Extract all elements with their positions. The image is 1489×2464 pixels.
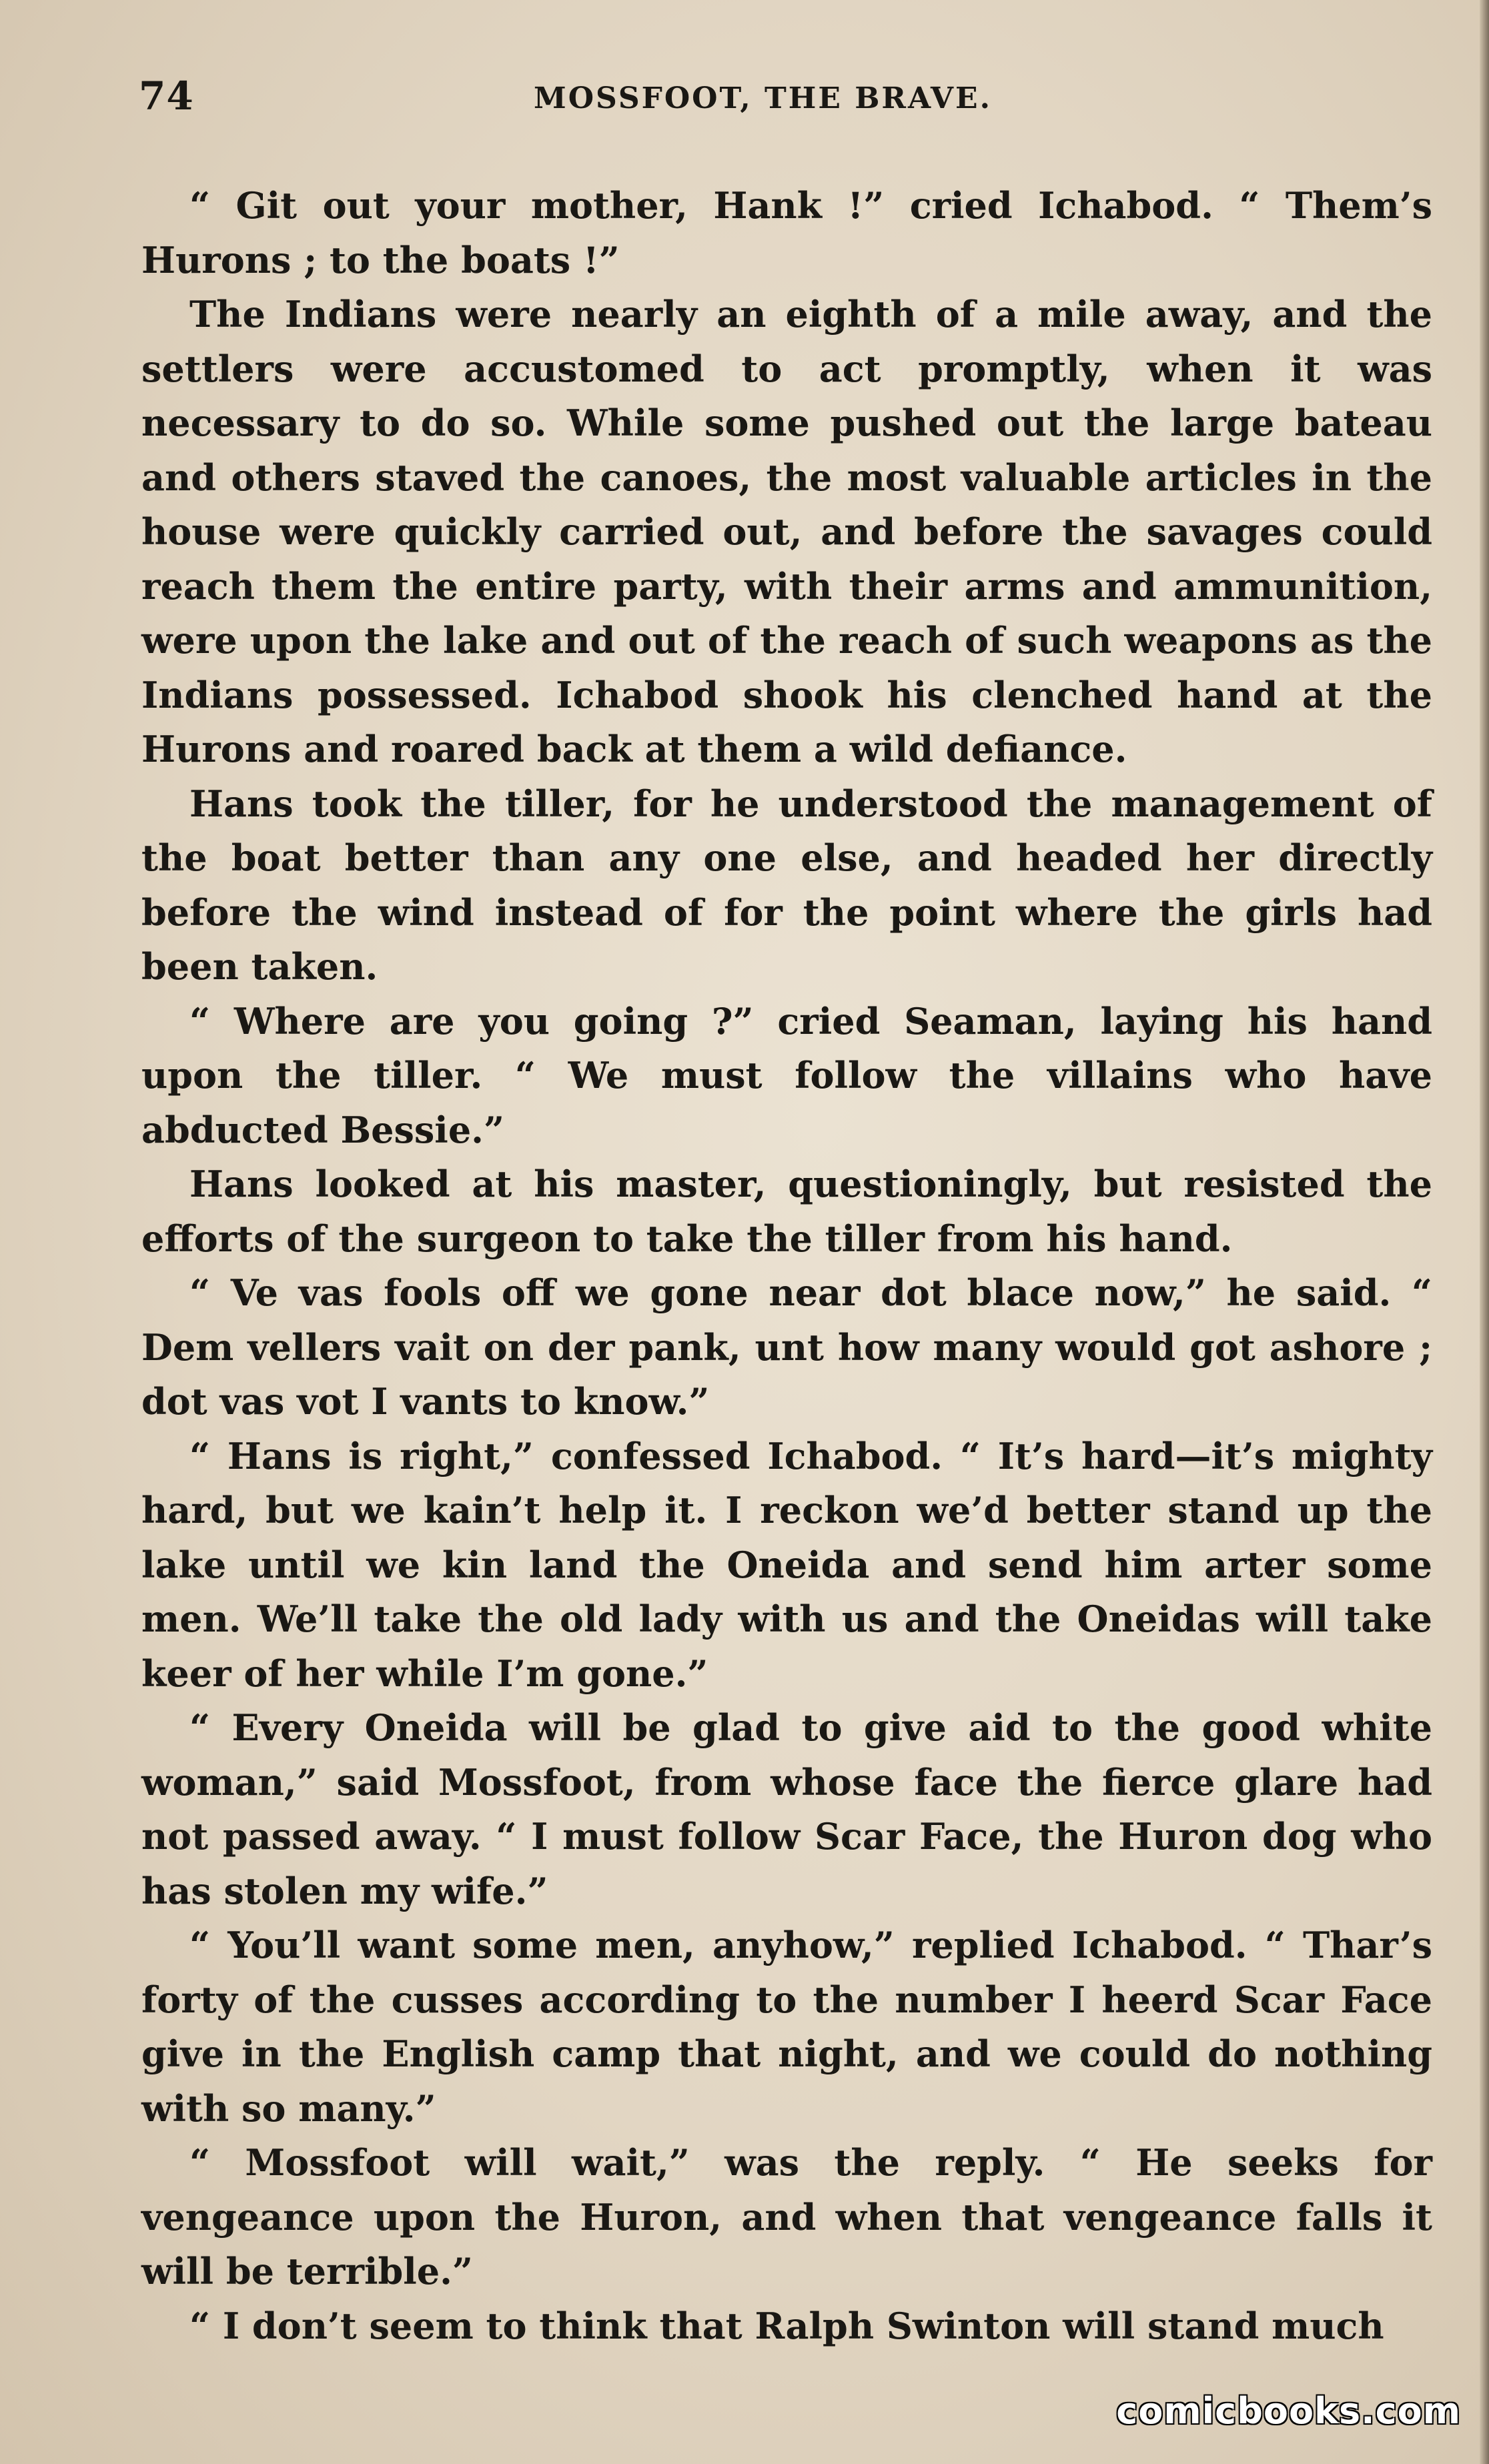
paragraph: “ Where are you going ?” cried Seaman, laying his hand upon the tiller. “ We must follow the villains who have abducted Bessie.” bbox=[141, 999, 1432, 1151]
running-head: MOSSFOOT, THE BRAVE. bbox=[534, 81, 992, 115]
page-number: 74 bbox=[139, 73, 194, 119]
paragraph: Hans looked at his master, questioningly, but resisted the efforts of the surgeon to take the tiller from his hand. bbox=[141, 1163, 1432, 1260]
watermark-logo: comicbooks.com bbox=[1116, 2390, 1461, 2432]
paragraph: “ Every Oneida will be glad to give aid to the good white woman,” said Mossfoot, from whose face the fierce glare had not passed away. “ I must follow Scar Face, the Huron dog who has stolen my wife.” bbox=[141, 1706, 1432, 1912]
paragraph: “ Hans is right,” confessed Ichabod. “ It’s hard—it’s mighty hard, but we kain’t help it. I reckon we’d better stand up the lake until we kin land the Oneida and send him arter some men. We’ll take the old lady with us and the Oneidas will take keer of her while I’m gone.” bbox=[141, 1434, 1432, 1695]
body-text bbox=[141, 179, 1432, 2353]
paragraph: “ Ve vas fools off we gone near dot blace now,” he said. “ Dem vellers vait on der pank, unt how many would got ashore ; dot vas vot I vants to know.” bbox=[141, 1271, 1432, 1423]
paragraph: The Indians were nearly an eighth of a mile away, and the settlers were accustomed to act promptly, when it was necessary to do so. While some pushed out the large bateau and others staved the canoes, the most valuable articles in the house were quickly carried out, and before the savages could reach them the entire party, with their arms and ammunition, were upon the lake and out of the reach of such weapons as the Indians possessed. Ichabod shook his clenched hand at the Hurons and roared back at them a wild defiance. bbox=[141, 293, 1432, 770]
paragraph: “ You’ll want some men, anyhow,” replied Ichabod. “ Thar’s forty of the cusses according to the number I heerd Scar Face give in the English camp that night, and we could do nothing with so many.” bbox=[141, 1924, 1432, 2130]
paragraph: Hans took the tiller, for he understood the management of the boat better than any one else, and headed her directly before the wind instead of for the point where the girls had been taken. bbox=[141, 782, 1432, 988]
book-gutter-shadow bbox=[1480, 0, 1489, 2464]
paragraph: “ Git out your mother, Hank !” cried Ichabod. “ Them’s Hurons ; to the boats !” bbox=[141, 184, 1432, 281]
paragraph: “ I don’t seem to think that Ralph Swinton will stand much bbox=[189, 2304, 1384, 2347]
paragraph: “ Mossfoot will wait,” was the reply. “ He seeks for vengeance upon the Huron, and when that vengeance falls it will be terrible.” bbox=[141, 2141, 1432, 2293]
